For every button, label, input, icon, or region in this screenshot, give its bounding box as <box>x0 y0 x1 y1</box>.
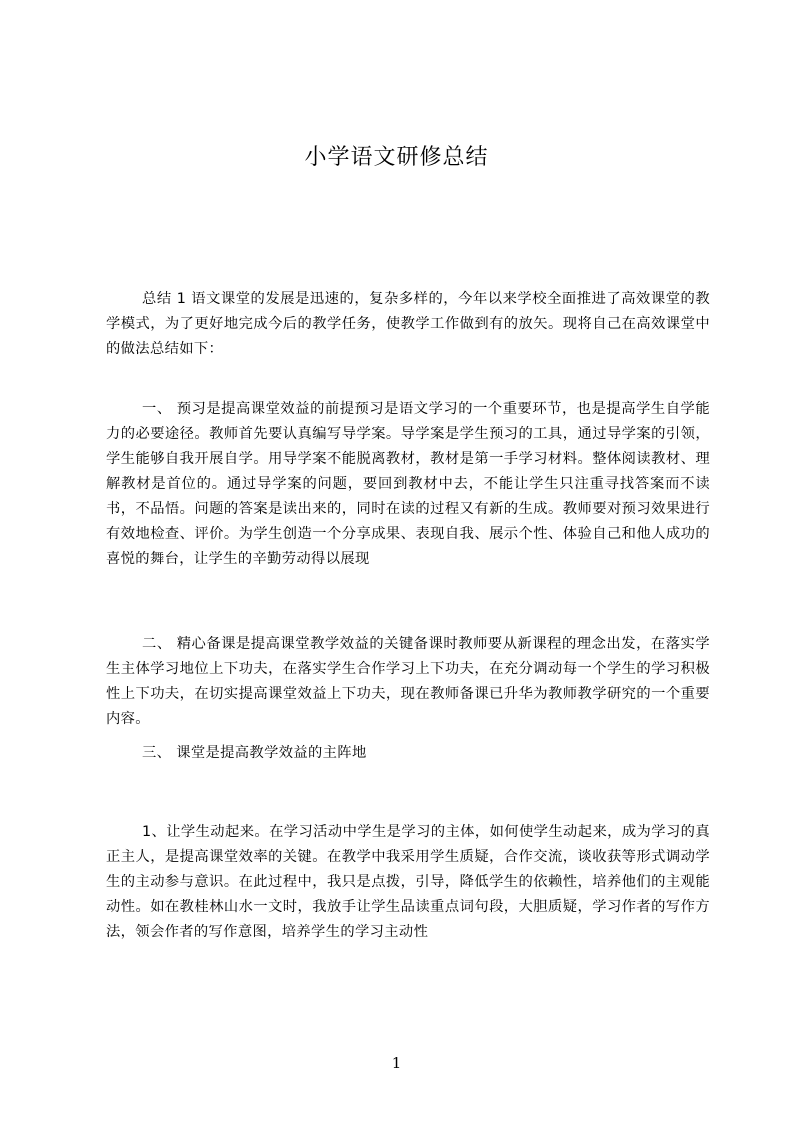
document-title: 小学语文研修总结 <box>304 145 489 170</box>
section-one-paragraph: 一、 预习是提高课堂效益的前提预习是语文学习的一个重要环节，也是提高学生自学能力的必要途径。教师首先要认真编写导学案。导学案是学生预习的工具，通过导学案的引领，学生能够自我开展自学。用导学案不能脱离教材，教材是第一手学习材料。整体阅读教材、理解教材是首位的。通过导学案的问题，要回到教材中去，不能让学生只注重寻找答案而不读书，不品悟。问题的答案是读出来的，同时在读的过程又有新的生成。教师要对预习效果进行有效地检查、评价。为学生创造一个分享成果、表现自我、展示个性、体验自己和他人成功的喜悦的舞台，让学生的辛勤劳动得以展现 <box>106 401 710 567</box>
section-three-heading: 三、 课堂是提高教学效益的主阵地 <box>142 745 367 761</box>
item-one-paragraph: 1、让学生动起来。在学习活动中学生是学习的主体，如何使学生动起来，成为学习的真正主人，是提高课堂效率的关键。在教学中我采用学生质疑，合作交流，谈收获等形式调动学生的主动参与意识。在此过程中，我只是点拨，引导，降低学生的依赖性，培养他们的主观能动性。如在教桂林山水一文时，我放手让学生品读重点词句段，大胆质疑，学习作者的写作方法，领会作者的写作意图，培养学生的学习主动性 <box>106 824 710 940</box>
section-two-paragraph: 二、 精心备课是提高课堂教学效益的关键备课时教师要从新课程的理念出发，在落实学生主体学习地位上下功夫，在落实学生合作学习上下功夫，在充分调动每一个学生的学习积极性上下功夫，在切实提高课堂效益上下功夫，现在教师备课已升华为教师教学研究的一个重要内容。 <box>106 636 710 727</box>
intro-paragraph: 总结 1 语文课堂的发展是迅速的，复杂多样的，今年以来学校全面推进了高效课堂的教学模式，为了更好地完成今后的教学任务，使教学工作做到有的放矢。现将自己在高效课堂中的做法总结如下： <box>106 291 710 357</box>
page-number: 1 <box>391 1054 402 1072</box>
